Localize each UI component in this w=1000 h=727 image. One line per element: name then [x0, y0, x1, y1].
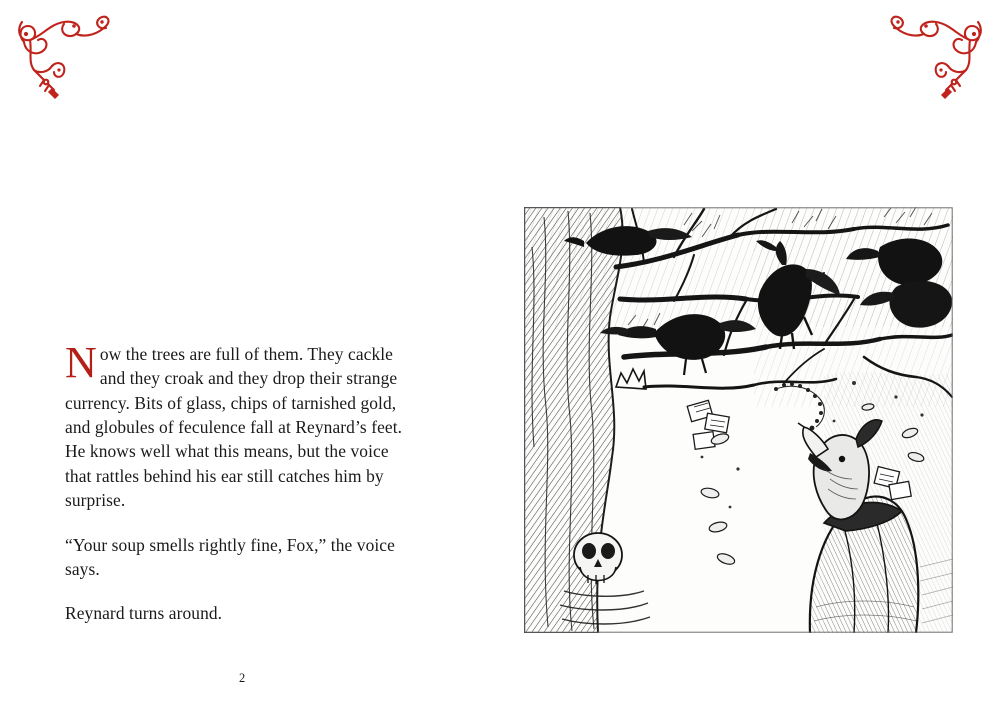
paragraph-1	[65, 338, 405, 513]
corner-flourish-left-icon	[14, 12, 124, 102]
paragraph-1-text: ow the trees are full of them. They cackle and they croak and they drop their strange currency. Bits of glass, chips of tarnished gold, and globules of feculence fall at Reynard’s feet. He knows well what this means, but the voice that rattles behind his ear still catches him by surprise.	[65, 344, 403, 511]
paragraph-3: Reynard turns around.	[65, 603, 223, 624]
paragraph-2: “Your soup smells rightly fine, Fox,” the voice says.	[65, 534, 395, 579]
body-text-column	[65, 338, 405, 626]
page-number: 2	[239, 671, 246, 685]
drop-cap: N	[65, 338, 97, 387]
illustration	[524, 207, 953, 633]
corner-flourish-right-icon	[876, 12, 986, 102]
